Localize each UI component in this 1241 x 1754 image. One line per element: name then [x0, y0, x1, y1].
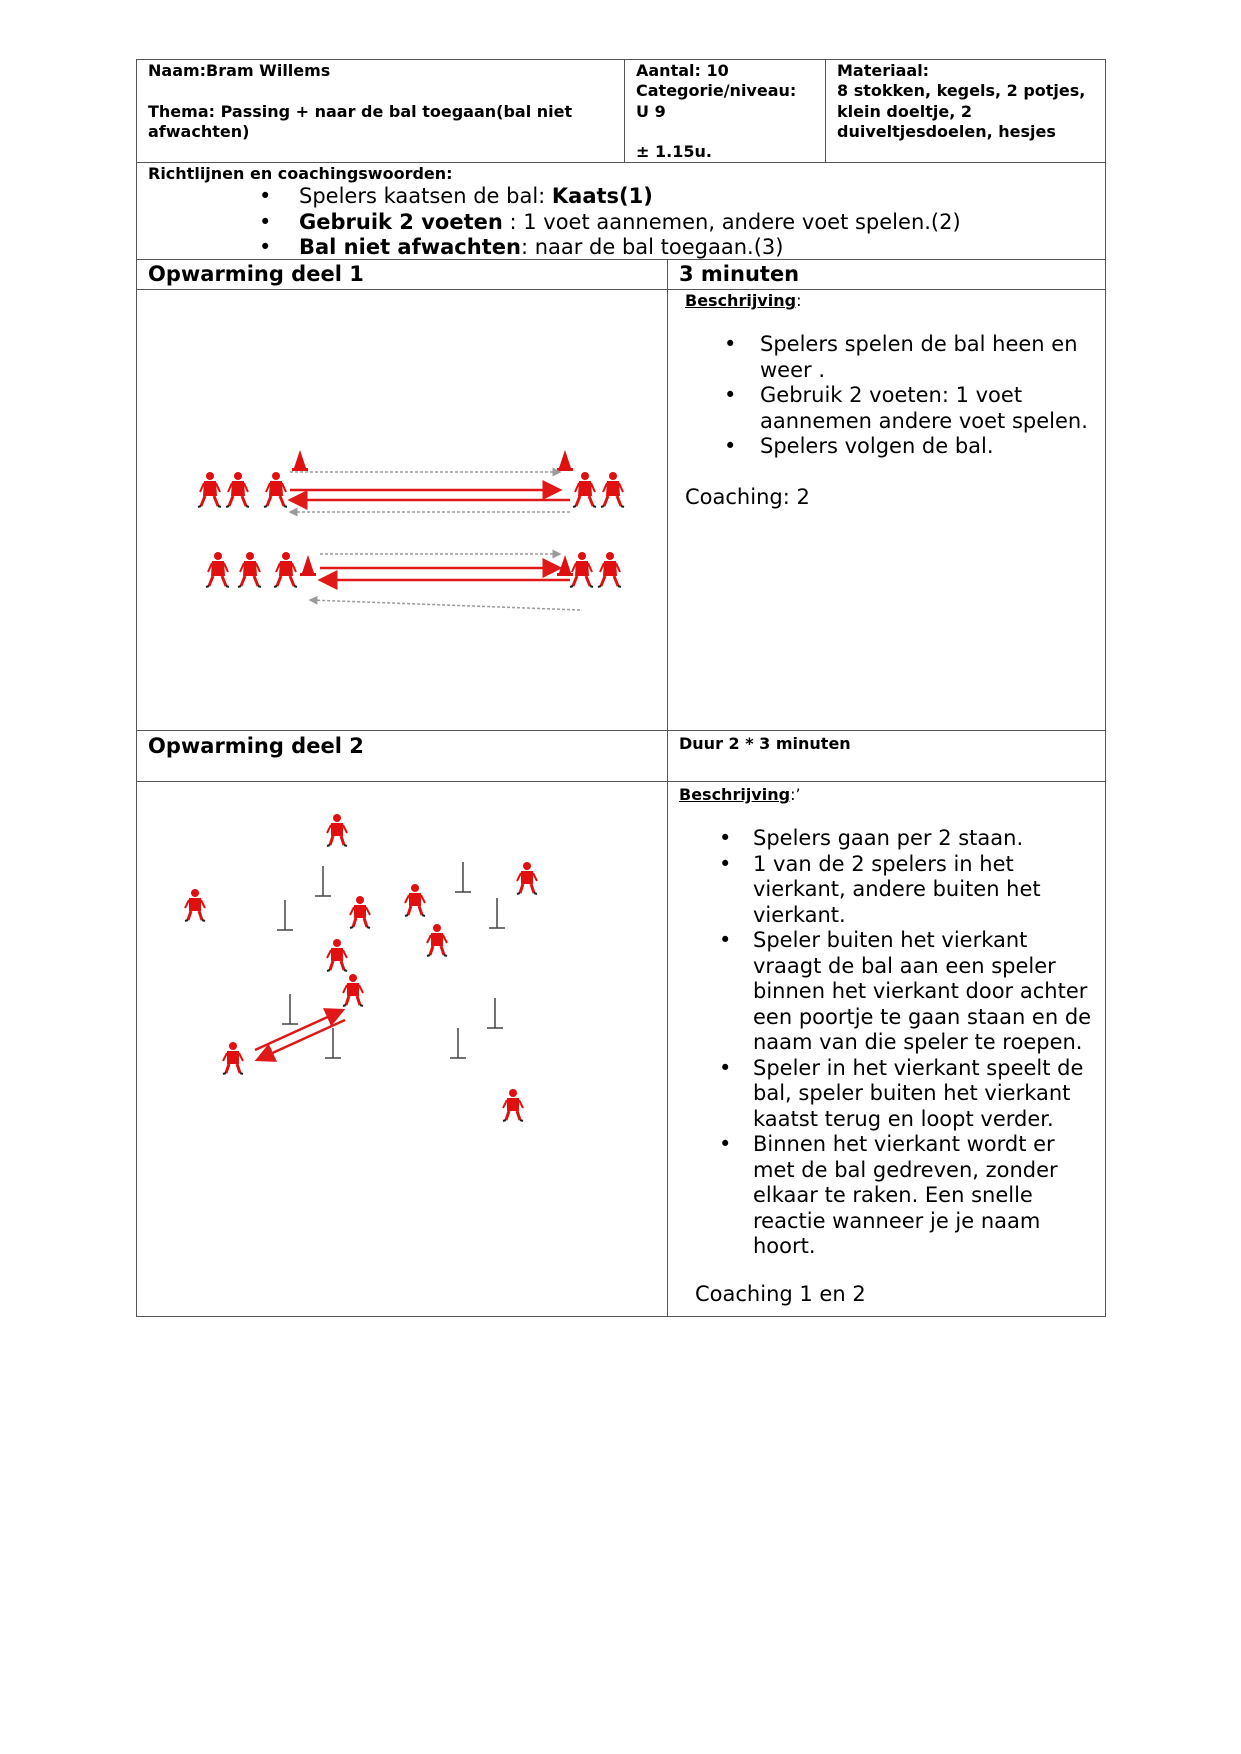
player-icon: [274, 552, 297, 587]
player-icon: [226, 472, 249, 507]
player-icon: [503, 1089, 523, 1121]
divider: [667, 259, 668, 1317]
list-item-text: : naar de bal toegaan.(3): [520, 235, 784, 259]
list-item: • Spelers volgen de bal.: [760, 434, 1088, 460]
list-item: • Speler buiten het vierkant vraagt de bal aan een speler binnen het vierkant door achter een poortje te gaan staan en de naam van die speler te roepen.: [719, 928, 1092, 1054]
player-icon: [343, 974, 363, 1006]
deel2-coaching: Coaching 1 en 2: [695, 1282, 866, 1306]
player-icon: [185, 889, 205, 921]
stick-icon: [282, 994, 298, 1024]
list-item-text: weer .: [760, 357, 825, 382]
list-item: • Gebruik 2 voeten : 1 voet aannemen, andere voet spelen.(2): [259, 209, 961, 234]
deel1-drill-diagram: [190, 440, 640, 620]
list-item-text: binnen het vierkant door achter: [753, 979, 1088, 1003]
deel1-coaching: Coaching: 2: [685, 485, 810, 509]
list-item-text: vierkant.: [753, 902, 846, 927]
list-item: • Spelers kaatsen de bal: Kaats(1): [259, 184, 653, 208]
player-icon: [238, 552, 261, 587]
list-item-text: Binnen het vierkant wordt er: [753, 1132, 1055, 1156]
player-icon: [598, 552, 621, 587]
list-item: • Gebruik 2 voeten: 1 voet aannemen andere voet spelen.: [724, 383, 1088, 433]
list-item: • Binnen het vierkant wordt er met de bal gedreven, zonder elkaar te raken. Een snelle reactie wanneer je je naam hoort.: [753, 1132, 1091, 1260]
list-item-text: bal, speler buiten het vierkant: [753, 1081, 1071, 1105]
label-suffix: :: [796, 291, 802, 310]
deel2-bullets: [719, 826, 1092, 1260]
list-item-text: een poortje te gaan staan en de: [753, 1004, 1092, 1029]
list-item-text: Speler in het vierkant speelt de: [753, 1055, 1084, 1080]
beschrijving-label: Beschrijving: [685, 291, 797, 310]
list-item-text: naam van die speler te roepen.: [753, 1030, 1083, 1054]
cone-icon: [557, 450, 573, 471]
player-icon: [405, 884, 425, 916]
list-item-text: aannemen andere voet spelen.: [760, 408, 1088, 433]
richtlijnen-list: [259, 184, 961, 261]
player-icon: [327, 939, 347, 971]
materiaal-line-2: klein doeltje, 2: [837, 102, 972, 121]
list-item: • Spelers spelen de bal heen en weer .: [760, 332, 1088, 383]
deel2-drill-diagram: [175, 800, 555, 1140]
deel1-title: Opwarming deel 1: [148, 262, 364, 286]
materiaal-label: Materiaal:: [837, 61, 930, 80]
divider: [624, 59, 625, 163]
list-item-keyword: Gebruik 2 voeten: [299, 209, 503, 234]
deel2-duration: Duur 2 * 3 minuten: [679, 734, 851, 753]
player-icon: [517, 862, 537, 894]
aantal-text: Aantal: 10: [636, 61, 729, 80]
deel2-title: Opwarming deel 2: [148, 734, 364, 758]
list-item: • Spelers gaan per 2 staan.: [753, 826, 1091, 852]
list-item-text: Gebruik 2 voeten: 1 voet: [760, 383, 1023, 407]
cone-icon: [300, 555, 316, 576]
list-item-text: met de bal gedreven, zonder: [753, 1157, 1058, 1182]
player-icon: [350, 896, 370, 928]
cone-icon: [292, 450, 308, 471]
divider: [136, 162, 1106, 163]
duur-text: ± 1.15u.: [636, 142, 712, 161]
list-item-text: vierkant, andere buiten het: [753, 877, 1041, 901]
thema-line-1: Thema: Passing + naar de bal toegaan(bal niet: [148, 102, 573, 121]
deel1-desc-label: [685, 291, 801, 311]
thema-line-2: afwachten): [148, 122, 250, 141]
list-item-text: elkaar te raken. Een snelle: [753, 1183, 1033, 1207]
player-icon: [427, 924, 447, 956]
deel2-desc-label: [679, 785, 801, 805]
list-item-text: hoort.: [753, 1234, 816, 1258]
list-item-text: Spelers kaatsen de bal:: [299, 184, 552, 208]
materiaal-line-1: 8 stokken, kegels, 2 potjes,: [837, 81, 1086, 100]
stick-icon: [489, 898, 505, 928]
list-item: • Speler in het vierkant speelt de bal, speler buiten het vierkant kaatst terug en loopt verder.: [753, 1056, 1091, 1133]
list-item-keyword: Bal niet afwachten: [299, 235, 521, 259]
player-icon: [223, 1042, 243, 1074]
list-item-text: Spelers volgen de bal.: [760, 434, 994, 458]
deel1-duration: 3 minuten: [679, 262, 800, 286]
list-item: • 1 van de 2 spelers in het vierkant, andere buiten het vierkant.: [753, 852, 1091, 929]
list-item: • Bal niet afwachten: naar de bal toegaan.(3): [259, 235, 784, 259]
player-icon: [206, 552, 229, 587]
stick-icon: [277, 900, 293, 930]
list-item-text: Speler buiten het vierkant: [753, 928, 1028, 952]
list-item-text: reactie wanneer je je naam: [753, 1208, 1041, 1233]
list-item-text: vraagt de bal aan een speler: [753, 953, 1056, 978]
categorie-text: Categorie/niveau:: [636, 81, 797, 100]
divider: [136, 289, 1106, 290]
stick-icon: [487, 998, 503, 1028]
deel1-bullets: [724, 332, 1088, 460]
list-item-text: : 1 voet aannemen, andere voet spelen.(2): [502, 209, 961, 234]
richtlijnen-title: Richtlijnen en coachingswoorden:: [148, 164, 453, 183]
list-item-text: 1 van de 2 spelers in het: [753, 851, 1014, 876]
divider: [136, 781, 1106, 782]
player-icon: [264, 472, 287, 507]
stick-icon: [325, 1028, 341, 1058]
niveau-text: U 9: [636, 102, 666, 121]
cone-icon: [557, 555, 573, 576]
player-icon: [601, 472, 624, 507]
materiaal-line-3: duiveltjesdoelen, hesjes: [837, 122, 1056, 141]
player-icon: [327, 814, 347, 846]
label-suffix: :’: [790, 785, 801, 804]
beschrijving-label: Beschrijving: [679, 785, 791, 804]
naam-text: Naam:Bram Willems: [148, 61, 331, 80]
divider: [825, 59, 826, 163]
player-icon: [198, 472, 221, 507]
stick-icon: [455, 862, 471, 892]
divider: [136, 730, 1106, 731]
stick-icon: [450, 1028, 466, 1058]
list-item-keyword: Kaats(1): [551, 184, 653, 208]
list-item-text: Spelers gaan per 2 staan.: [753, 826, 1024, 850]
player-icon: [570, 552, 593, 587]
list-item-text: kaatst terug en loopt verder.: [753, 1106, 1054, 1131]
player-icon: [573, 472, 596, 507]
stick-icon: [315, 866, 331, 896]
list-item-text: Spelers spelen de bal heen en: [760, 332, 1078, 356]
